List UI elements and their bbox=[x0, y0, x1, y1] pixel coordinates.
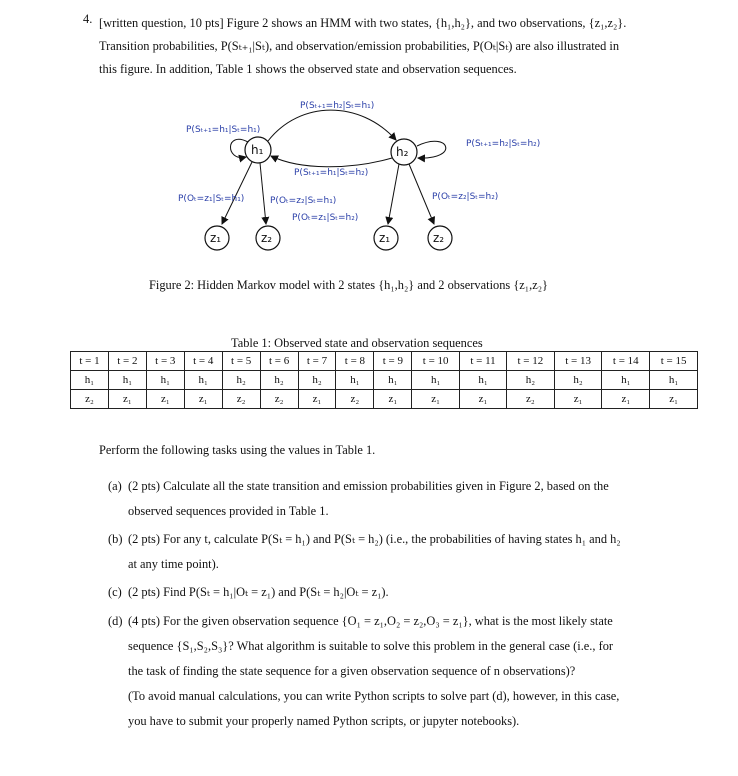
obs-label: z₂ bbox=[261, 231, 273, 245]
emission-h1-z1-arrow bbox=[222, 162, 252, 224]
time-cell: t = 10 bbox=[412, 352, 460, 371]
time-cell: t = 5 bbox=[222, 352, 260, 371]
task-line: (2 pts) Calculate all the state transition and emission probabilities given in Figure 2, based on the bbox=[128, 479, 609, 493]
time-cell: t = 8 bbox=[336, 352, 374, 371]
emission-h2-z2-arrow bbox=[409, 164, 434, 224]
task-label: (b) bbox=[108, 532, 123, 546]
task-label: (c) bbox=[108, 585, 122, 599]
time-cell: t = 7 bbox=[298, 352, 336, 371]
obs-cell: z₂ bbox=[507, 390, 555, 409]
task-line: (2 pts) For any t, calculate P(Sₜ = h₁) and P(Sₜ = h₂) (i.e., the probabilities of having states h₁ and h₂ bbox=[128, 532, 621, 546]
tasks-intro: Perform the following tasks using the values in Table 1. bbox=[99, 443, 376, 457]
obs-cell: z₂ bbox=[260, 390, 298, 409]
label-emit-h2-z1: P(Oₜ=z₁|Sₜ=h₂) bbox=[292, 213, 359, 223]
time-cell: t = 2 bbox=[108, 352, 146, 371]
obs-label: z₁ bbox=[210, 231, 222, 245]
task-d bbox=[108, 609, 673, 734]
table-caption: Table 1: Observed state and observation sequences bbox=[231, 336, 483, 350]
question-text bbox=[99, 12, 626, 81]
obs-label: z₂ bbox=[433, 231, 445, 245]
state-label-h1: h₁ bbox=[251, 143, 264, 157]
label-h1-to-h2: P(Sₜ₊₁=h₂|Sₜ=h₁) bbox=[300, 101, 375, 111]
task-line: you have to submit your properly named Python scripts, or jupyter notebooks). bbox=[128, 714, 520, 728]
table-row-observations bbox=[71, 390, 698, 409]
state-cell: h₁ bbox=[184, 371, 222, 390]
label-emit-h2-z2: P(Oₜ=z₂|Sₜ=h₂) bbox=[432, 192, 499, 202]
table-row-states bbox=[71, 371, 698, 390]
state-cell: h₁ bbox=[460, 371, 507, 390]
obs-cell: z₁ bbox=[146, 390, 184, 409]
self-loop-h2-arrow bbox=[417, 141, 446, 158]
time-cell: t = 11 bbox=[460, 352, 507, 371]
obs-cell: z₁ bbox=[412, 390, 460, 409]
state-cell: h₂ bbox=[222, 371, 260, 390]
label-emit-h1-z1: P(Oₜ=z₁|Sₜ=h₁) bbox=[178, 194, 245, 204]
task-c bbox=[108, 580, 673, 605]
task-line: observed sequences provided in Table 1. bbox=[128, 504, 329, 518]
obs-cell: z₂ bbox=[222, 390, 260, 409]
label-emit-h1-z2: P(Oₜ=z₂|Sₜ=h₁) bbox=[270, 196, 337, 206]
task-line: (To avoid manual calculations, you can write Python scripts to solve part (d), however, in this case, bbox=[128, 689, 620, 703]
obs-cell: z₁ bbox=[460, 390, 507, 409]
state-cell: h₂ bbox=[507, 371, 555, 390]
label-self-h2: P(Sₜ₊₁=h₂|Sₜ=h₂) bbox=[466, 139, 541, 149]
obs-cell: z₁ bbox=[602, 390, 650, 409]
sequence-table bbox=[70, 351, 698, 409]
figure-caption: Figure 2: Hidden Markov model with 2 states {h₁,h₂} and 2 observations {z₁,z₂} bbox=[149, 278, 548, 292]
state-cell: h₁ bbox=[650, 371, 698, 390]
question-number: 4. bbox=[83, 12, 93, 26]
emission-h2-z1-arrow bbox=[388, 164, 399, 224]
task-label: (d) bbox=[108, 614, 123, 628]
task-line: (2 pts) Find P(Sₜ = h₁|Oₜ = z₁) and P(Sₜ = h₂|Oₜ = z₁). bbox=[128, 585, 389, 599]
question-line: Transition probabilities, P(Sₜ₊₁|Sₜ), and observation/emission probabilities, P(Oₜ|Sₜ) are also illustrated in bbox=[99, 39, 620, 53]
obs-label: z₁ bbox=[379, 231, 391, 245]
state-cell: h₁ bbox=[336, 371, 374, 390]
obs-cell: z₁ bbox=[650, 390, 698, 409]
state-cell: h₂ bbox=[554, 371, 602, 390]
time-cell: t = 1 bbox=[71, 352, 109, 371]
question-line: this figure. In addition, Table 1 shows the observed state and observation sequences. bbox=[99, 62, 517, 76]
state-cell: h₁ bbox=[374, 371, 412, 390]
task-line: the task of finding the state sequence for a given observation sequence of n observations)? bbox=[128, 664, 576, 678]
task-line: sequence {S₁,S₂,S₃}? What algorithm is suitable to solve this problem in the general case (i.e., for bbox=[128, 639, 614, 653]
task-label: (a) bbox=[108, 479, 122, 493]
obs-cell: z₁ bbox=[298, 390, 336, 409]
time-cell: t = 9 bbox=[374, 352, 412, 371]
time-cell: t = 3 bbox=[146, 352, 184, 371]
state-cell: h₁ bbox=[146, 371, 184, 390]
state-cell: h₁ bbox=[602, 371, 650, 390]
obs-cell: z₁ bbox=[108, 390, 146, 409]
table-row-time bbox=[71, 352, 698, 371]
state-cell: h₂ bbox=[260, 371, 298, 390]
state-label-h2: h₂ bbox=[396, 145, 409, 159]
label-self-h1: P(Sₜ₊₁=h₁|Sₜ=h₁) bbox=[186, 125, 261, 135]
obs-cell: z₁ bbox=[374, 390, 412, 409]
state-cell: h₁ bbox=[108, 371, 146, 390]
obs-cell: z₁ bbox=[554, 390, 602, 409]
obs-cell: z₁ bbox=[184, 390, 222, 409]
state-cell: h₂ bbox=[298, 371, 336, 390]
hmm-diagram bbox=[0, 90, 738, 265]
time-cell: t = 6 bbox=[260, 352, 298, 371]
state-cell: h₁ bbox=[71, 371, 109, 390]
label-h2-to-h1: P(Sₜ₊₁=h₁|Sₜ=h₂) bbox=[294, 168, 369, 178]
transition-h2-h1-arrow bbox=[271, 156, 392, 167]
obs-cell: z₂ bbox=[71, 390, 109, 409]
transition-h1-h2-arrow bbox=[268, 110, 396, 141]
task-line: (4 pts) For the given observation sequence {O₁ = z₁,O₂ = z₂,O₃ = z₁}, what is the most likely state bbox=[128, 614, 613, 628]
time-cell: t = 4 bbox=[184, 352, 222, 371]
task-a bbox=[108, 474, 673, 524]
question-line: [written question, 10 pts] Figure 2 shows an HMM with two states, {h₁,h₂}, and two observations, {z₁,z₂}. bbox=[99, 16, 627, 30]
time-cell: t = 13 bbox=[554, 352, 602, 371]
emission-h1-z2-arrow bbox=[260, 163, 266, 224]
time-cell: t = 15 bbox=[650, 352, 698, 371]
time-cell: t = 14 bbox=[602, 352, 650, 371]
state-cell: h₁ bbox=[412, 371, 460, 390]
obs-cell: z₂ bbox=[336, 390, 374, 409]
task-line: at any time point). bbox=[128, 557, 219, 571]
task-b bbox=[108, 527, 673, 577]
time-cell: t = 12 bbox=[507, 352, 555, 371]
